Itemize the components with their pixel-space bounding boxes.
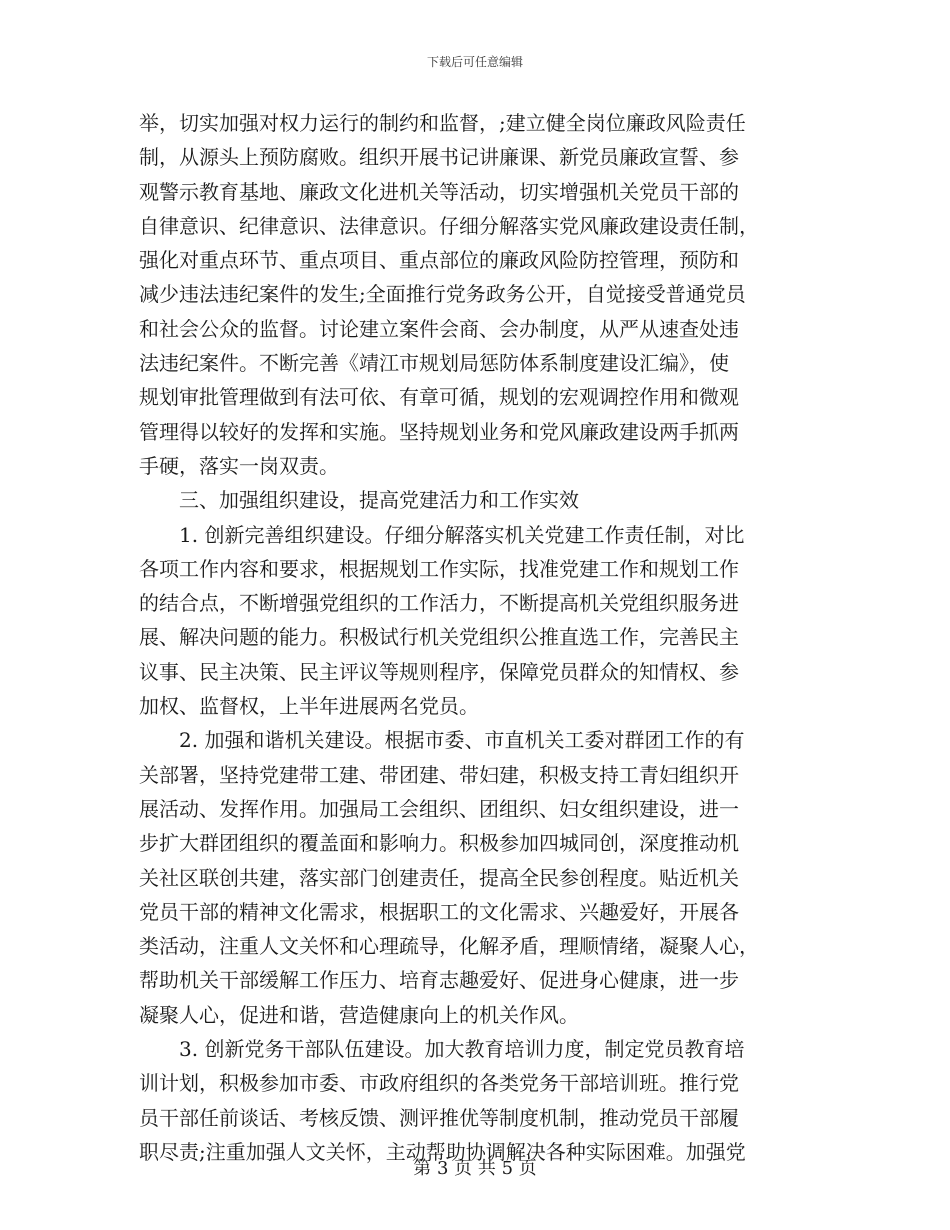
- text-line: 训计划，积极参加市委、市政府组织的各类党务干部培训班。推行党: [139, 1071, 739, 1096]
- text-line: 步扩大群团组织的覆盖面和影响力。积极参加四城同创，深度推动机: [139, 831, 739, 856]
- page-number-footer: 第 3 页 共 5 页: [413, 1158, 537, 1179]
- text-line: 议事、民主决策、民主评议等规则程序，保障党员群众的知情权、参: [139, 659, 739, 684]
- text-line: 党员干部的精神文化需求，根据职工的文化需求、兴趣爱好，开展各: [139, 899, 739, 924]
- text-line: 手硬，落实一岗双责。: [139, 453, 339, 478]
- paragraph: [139, 483, 811, 517]
- text-line: 1. 创新完善组织建设。仔细分解落实机关党建工作责任制，对比: [139, 522, 745, 547]
- text-line: 凝聚人心，促进和谐，营造健康向上的机关作风。: [139, 1002, 579, 1027]
- text-line: 减少违法违纪案件的发生;全面推行党务政务公开，自觉接受普通党员: [139, 282, 746, 307]
- text-line: 观警示教育基地、廉政文化进机关等活动，切实增强机关党员干部的: [139, 179, 739, 204]
- text-line: 的结合点，不断增强党组织的工作活力，不断提高机关党组织服务进: [139, 591, 739, 616]
- text-line: 规划审批管理做到有法可依、有章可循，规划的宏观调控作用和微观: [139, 385, 739, 410]
- text-line: 关社区联创共建，落实部门创建责任，提高全民参创程度。贴近机关: [139, 865, 739, 890]
- text-line: 管理得以较好的发挥和实施。坚持规划业务和党风廉政建设两手抓两: [139, 419, 739, 444]
- text-line: 制，从源头上预防腐败。组织开展书记讲廉课、新党员廉政宣誓、参: [139, 145, 739, 170]
- text-line: 2. 加强和谐机关建设。根据市委、市直机关工委对群团工作的有: [139, 728, 745, 753]
- text-line: 法违纪案件。不断完善《靖江市规划局惩防体系制度建设汇编》，使: [139, 351, 729, 376]
- paragraph: [139, 723, 811, 1032]
- text-line: 3. 创新党务干部队伍建设。加大教育培训力度，制定党员教育培: [139, 1037, 745, 1062]
- text-line: 强化对重点环节、重点项目、重点部位的廉政风险防控管理，预防和: [139, 248, 739, 273]
- text-line: 展、解决问题的能力。积极试行机关党组织公推直选工作，完善民主: [139, 625, 739, 650]
- document-body: [139, 106, 811, 1169]
- text-line: 各项工作内容和要求，根据规划工作实际，找准党建工作和规划工作: [139, 556, 739, 581]
- paragraph: [139, 106, 811, 483]
- text-line: 和社会公众的监督。讨论建立案件会商、会办制度，从严从速查处违: [139, 316, 739, 341]
- text-line: 加权、监督权，上半年进展两名党员。: [139, 694, 479, 719]
- text-line: 自律意识、纪律意识、法律意识。仔细分解落实党风廉政建设责任制，: [139, 213, 759, 238]
- text-line: 员干部任前谈话、考核反馈、测评推优等制度机制，推动党员干部履: [139, 1105, 739, 1130]
- paragraph: [139, 518, 811, 724]
- text-line: 举，切实加强对权力运行的制约和监督，;建立健全岗位廉政风险责任: [139, 111, 746, 135]
- text-line: 类活动，注重人文关怀和心理疏导，化解矛盾，理顺情绪，凝聚人心，: [139, 934, 759, 959]
- text-line: 帮助机关干部缓解工作压力、培育志趣爱好、促进身心健康，进一步: [139, 968, 739, 993]
- text-line: 关部署，坚持党建带工建、带团建、带妇建，积极支持工青妇组织开: [139, 762, 739, 787]
- text-line: 展活动、发挥作用。加强局工会组织、团组织、妇女组织建设，进一: [139, 796, 739, 821]
- page-header: 下载后可任意编辑: [426, 55, 523, 69]
- text-line: 职尽责;注重加强人文关怀，主动帮助协调解决各种实际困难。加强党: [139, 1139, 746, 1164]
- paragraph: [139, 1032, 811, 1169]
- text-line: 三、加强组织建设，提高党建活力和工作实效: [139, 488, 579, 513]
